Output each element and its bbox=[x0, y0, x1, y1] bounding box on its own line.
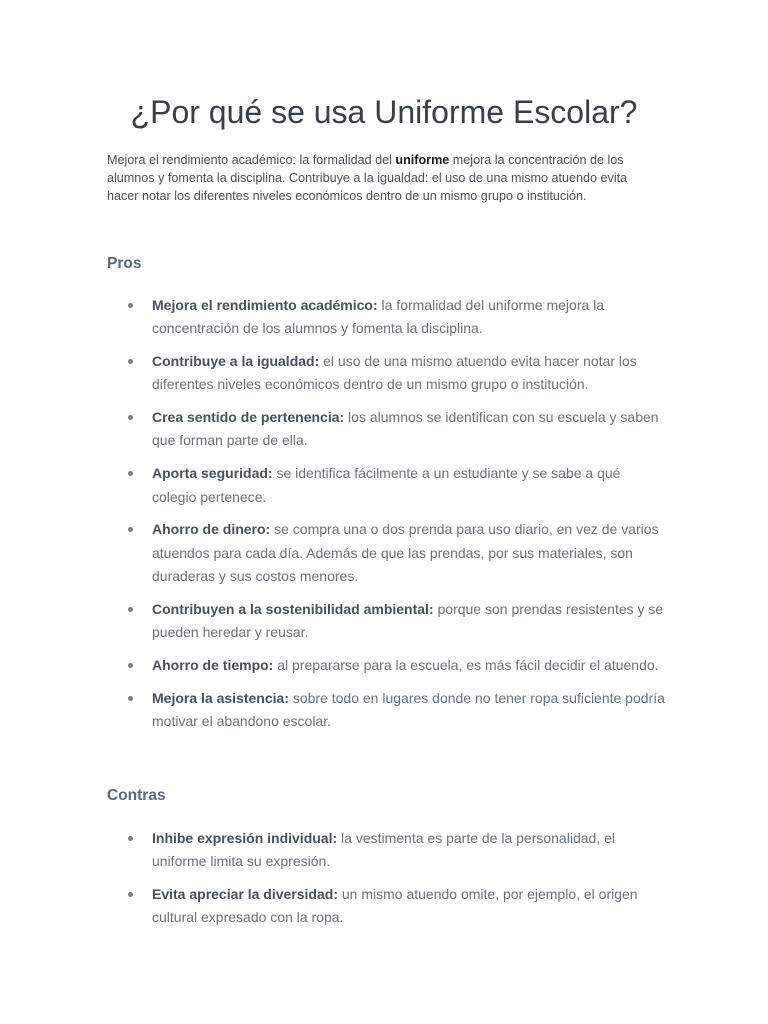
item-label: Contribuyen a la sostenibilidad ambiental: bbox=[152, 600, 434, 617]
item-label: Ahorro de dinero: bbox=[152, 521, 271, 538]
item-text: el uso de una mismo atuendo evita hacer notar los diferentes niveles económicos dentro de un mismo grupo o institución. bbox=[152, 353, 637, 393]
item-text: la vestimenta es parte de la personalidad, el uniforme limita su expresión. bbox=[152, 830, 615, 870]
intro-bold-word: uniforme bbox=[395, 153, 450, 167]
pros-heading: Pros bbox=[107, 255, 142, 272]
item-text: se compra una o dos prenda para uso diario, en vez de varios atuendos para cada día. Además de que las prendas, por sus materiales, son duraderas y sus costos menores. bbox=[152, 521, 659, 584]
item-text: la formalidad del uniforme mejora la concentración de los alumnos y fomenta la disciplina. bbox=[152, 297, 605, 337]
item-label: Mejora el rendimiento académico: bbox=[152, 297, 378, 313]
list-item bbox=[107, 406, 667, 453]
list-item bbox=[107, 654, 667, 677]
bullet-icon bbox=[128, 663, 133, 668]
list-item bbox=[107, 883, 667, 930]
bullet-icon bbox=[128, 303, 133, 308]
item-label: Inhibe expresión individual: bbox=[152, 830, 338, 846]
page-title: ¿Por qué se usa Uniforme Escolar? bbox=[130, 94, 638, 130]
bullet-icon bbox=[128, 471, 133, 476]
item-label: Mejora la asistencia: bbox=[152, 689, 289, 706]
item-text: un mismo atuendo omite, por ejemplo, el origen cultural expresado con la ropa. bbox=[152, 886, 638, 926]
bullet-icon bbox=[128, 607, 133, 612]
intro-text-before: Mejora el rendimiento académico: la formalidad del bbox=[107, 153, 396, 167]
list-item bbox=[107, 518, 667, 588]
list-item bbox=[107, 598, 667, 645]
item-label: Crea sentido de pertenencia: bbox=[152, 409, 345, 426]
item-text: se identifica fácilmente a un estudiante y se sabe a qué colegio pertenece. bbox=[152, 465, 621, 505]
list-item bbox=[107, 827, 667, 874]
bullet-icon bbox=[128, 696, 133, 701]
intro-text-after: mejora la concentración de los alumnos y fomenta la disciplina. Contribuye a la igualdad: el uso de una mismo atuendo evita hacer notar los diferentes niveles económicos dentro de un mismo grupo o institución. bbox=[107, 153, 628, 203]
item-text: al prepararse para la escuela, es más fácil decidir el atuendo. bbox=[273, 656, 659, 673]
item-text: porque son prendas resistentes y se pueden heredar y reusar. bbox=[152, 600, 664, 641]
item-text: los alumnos se identifican con su escuela y saben que forman parte de ella. bbox=[152, 409, 659, 449]
pros-list bbox=[107, 294, 667, 743]
contras-list bbox=[107, 827, 667, 939]
intro-paragraph bbox=[107, 151, 662, 205]
item-label: Aporta seguridad: bbox=[152, 465, 273, 482]
list-item bbox=[107, 462, 667, 509]
contras-heading: Contras bbox=[107, 787, 166, 804]
list-item bbox=[107, 350, 667, 397]
item-label: Contribuye a la igualdad: bbox=[152, 353, 320, 370]
list-item bbox=[107, 687, 667, 734]
item-label: Evita apreciar la diversidad: bbox=[152, 886, 338, 903]
bullet-icon bbox=[128, 415, 133, 420]
item-text: sobre todo en lugares donde no tener ropa suficiente podría motivar el abandono escolar. bbox=[152, 689, 665, 729]
bullet-icon bbox=[128, 836, 133, 841]
bullet-icon bbox=[128, 892, 133, 897]
list-item bbox=[107, 294, 667, 341]
bullet-icon bbox=[128, 359, 133, 364]
item-label: Ahorro de tiempo: bbox=[152, 656, 274, 673]
bullet-icon bbox=[128, 527, 133, 532]
